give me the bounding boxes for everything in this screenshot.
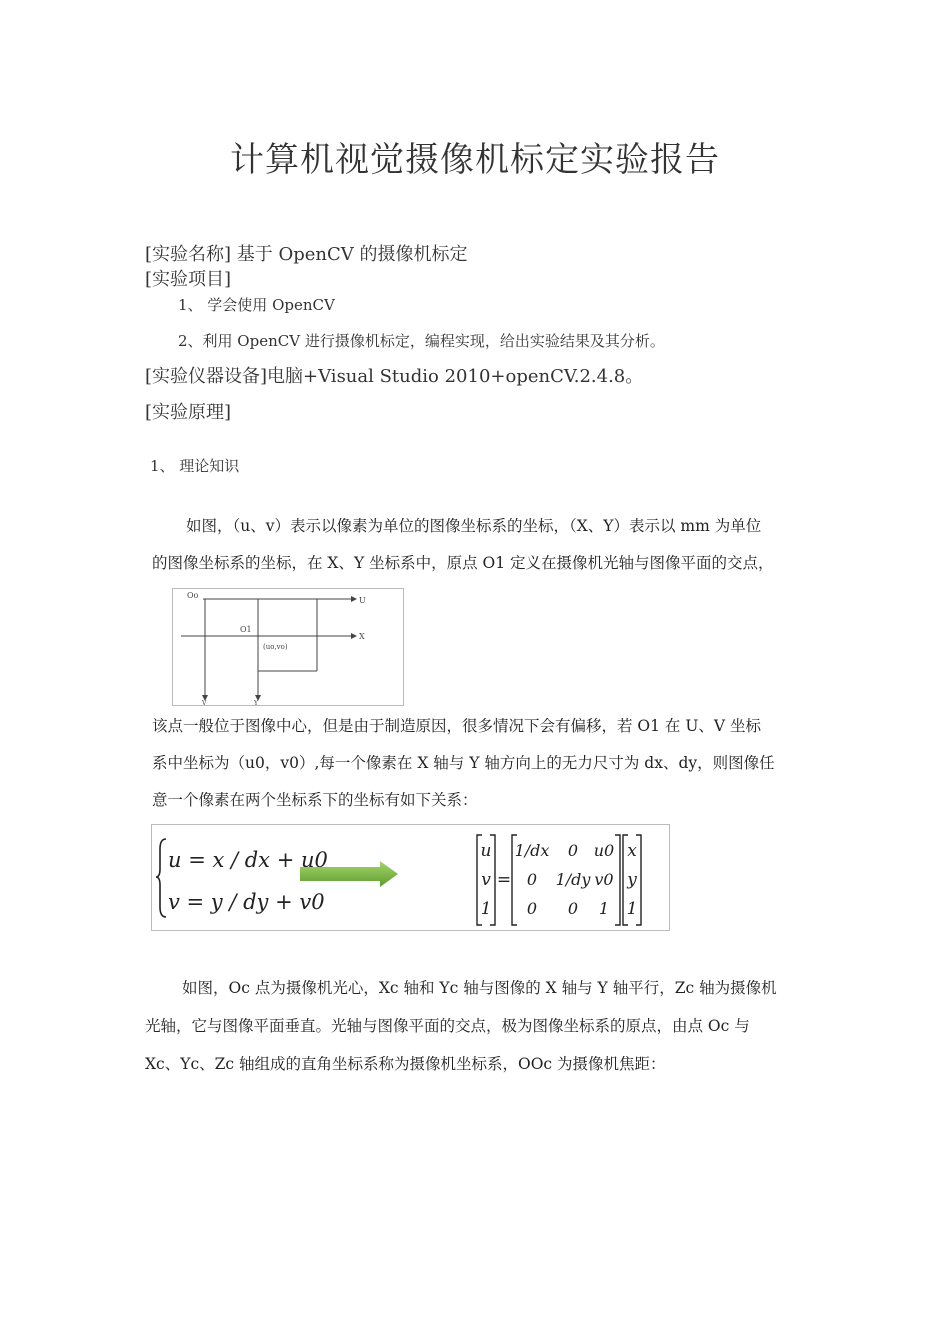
lhs-1: 1 bbox=[480, 899, 492, 919]
para3-line2: 光轴，它与图像平面垂直。光轴与图像平面的交点，极为图像坐标系的原点，由点 Oc 与 bbox=[145, 1017, 750, 1035]
theory-heading: 1、 理论知识 bbox=[150, 457, 240, 475]
v-axis-label: V bbox=[202, 700, 207, 705]
equation-1: u = x / dx + u0 bbox=[168, 848, 328, 872]
m-1-3: u0 bbox=[593, 841, 615, 860]
para3-line3: Xc、Yc、Zc 轴组成的直角坐标系称为摄像机坐标系，OOc 为摄像机焦距： bbox=[145, 1055, 666, 1073]
m-2-1: 0 bbox=[526, 870, 538, 889]
experiment-name: [实验名称] 基于 OpenCV 的摄像机标定 bbox=[145, 244, 468, 265]
equation-2: v = y / dy + v0 bbox=[168, 890, 325, 914]
para1-line1: 如图，（u、v）表示以像素为单位的图像坐标系的坐标，（X、Y）表示以 mm 为单位 bbox=[186, 517, 762, 535]
point-label: (uo,vo) bbox=[263, 643, 288, 651]
para2-line1: 该点一般位于图像中心，但是由于制造原因，很多情况下会有偏移，若 O1 在 U、V 坐标 bbox=[152, 717, 762, 735]
m-3-3: 1 bbox=[598, 899, 610, 918]
experiment-item-1: 1、 学会使用 OpenCV bbox=[178, 296, 335, 314]
para3-line1: 如图，Oc 点为摄像机光心，Xc 轴和 Yc 轴与图像的 X 轴与 Y 轴平行，Zc 轴为摄像机 bbox=[182, 979, 777, 997]
experiment-items-heading: [实验项目] bbox=[145, 269, 232, 290]
para2-line2: 系中坐标为（u0，v0）,每一个像素在 X 轴与 Y 轴方向上的无力尺寸为 dx、dy，则图像任 bbox=[152, 754, 775, 772]
rhs-1: 1 bbox=[626, 899, 638, 919]
rhs-y: y bbox=[627, 870, 637, 890]
equipment: [实验仪器设备]电脑+Visual Studio 2010+openCV.2.4.8。 bbox=[145, 366, 644, 387]
m-2-3: v0 bbox=[594, 870, 614, 889]
lhs-u: u bbox=[480, 841, 492, 861]
para2-line3: 意一个像素在两个坐标系下的坐标有如下关系： bbox=[152, 791, 478, 809]
rhs-x: x bbox=[627, 841, 637, 861]
para1-line2: 的图像坐标系的坐标，在 X、Y 坐标系中，原点 O1 定义在摄像机光轴与图像平面的交点， bbox=[152, 554, 774, 572]
page-title: 计算机视觉摄像机标定实验报告 bbox=[230, 140, 720, 180]
equation-figure bbox=[151, 824, 670, 931]
svg-text:=: = bbox=[496, 870, 512, 890]
m-3-1: 0 bbox=[526, 899, 538, 918]
m-1-1: 1/dx bbox=[514, 841, 550, 860]
coordinate-figure bbox=[172, 588, 404, 706]
origin-label: Oo bbox=[187, 591, 199, 600]
lhs-v: v bbox=[481, 870, 491, 890]
m-3-2: 0 bbox=[567, 899, 579, 918]
experiment-item-2: 2、利用 OpenCV 进行摄像机标定，编程实现，给出实验结果及其分析。 bbox=[178, 332, 665, 350]
y-axis-label: Y bbox=[254, 700, 258, 705]
m-2-2: 1/dy bbox=[555, 870, 591, 889]
x-axis-label: X bbox=[359, 632, 365, 641]
u-axis-label: U bbox=[359, 596, 366, 605]
principle-heading: [实验原理] bbox=[145, 402, 232, 423]
o1-label: O1 bbox=[240, 625, 252, 634]
m-1-2: 0 bbox=[567, 841, 579, 860]
